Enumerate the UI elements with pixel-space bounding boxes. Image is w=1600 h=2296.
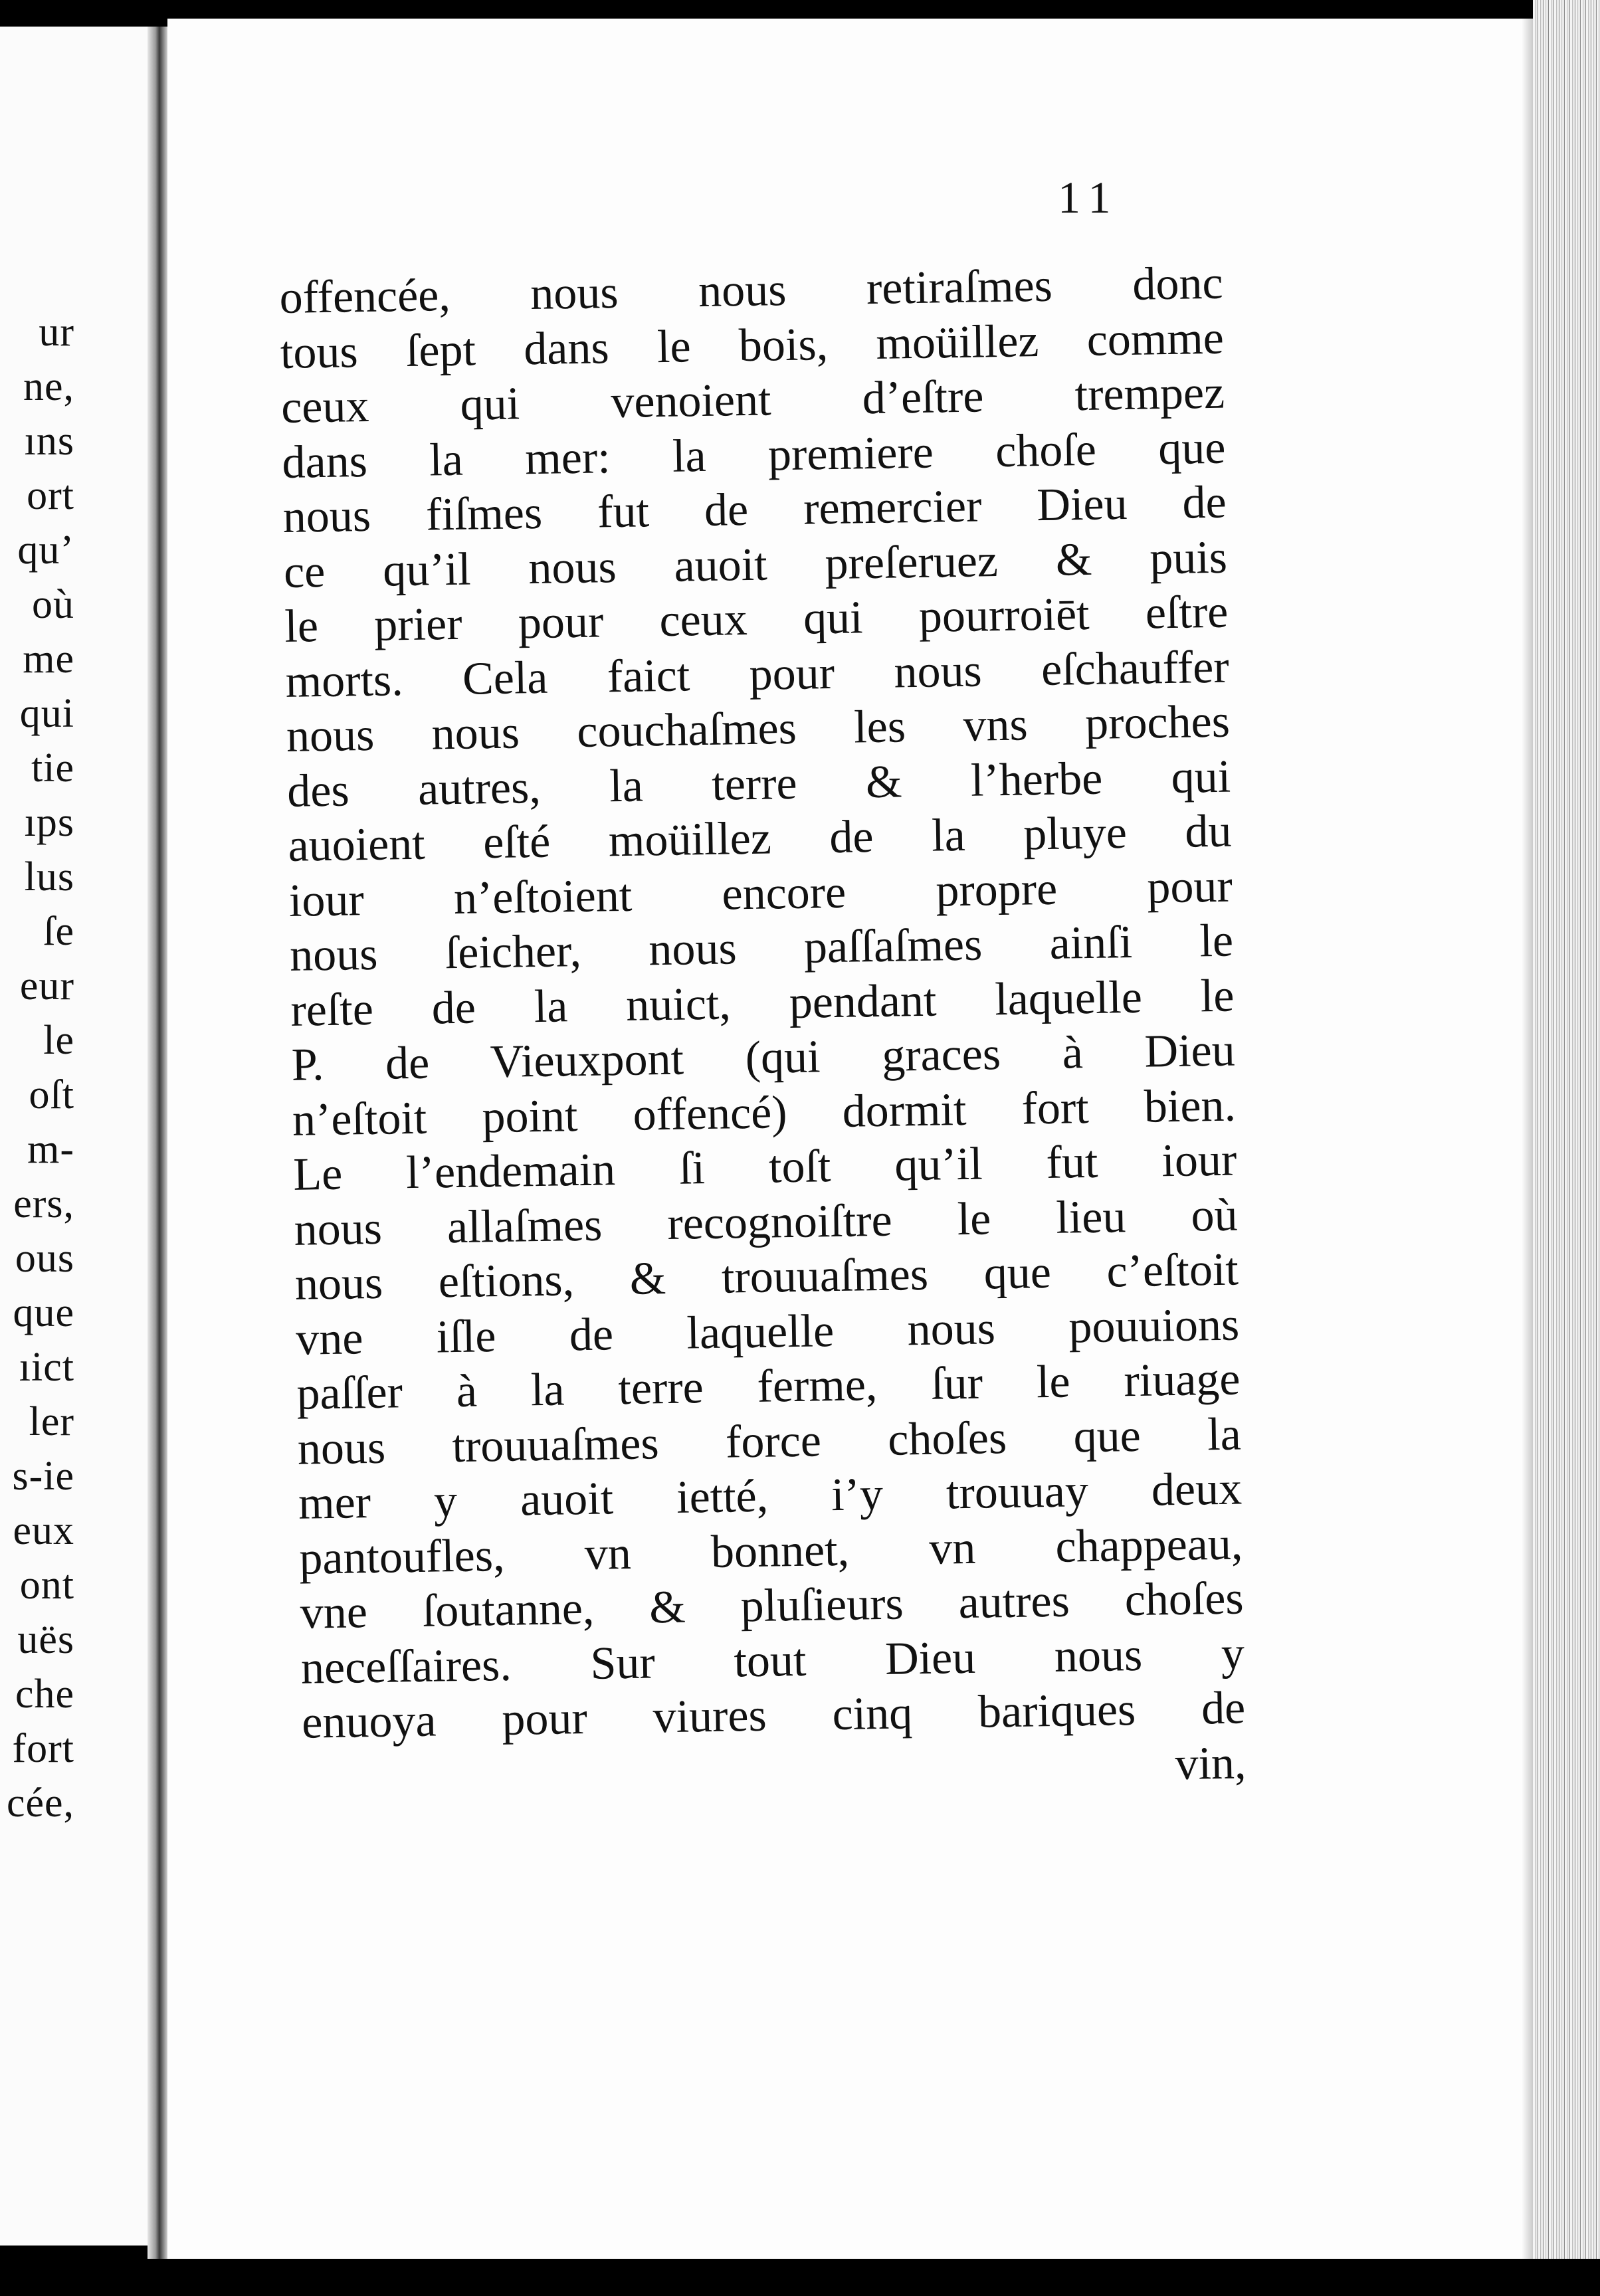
- previous-page-line-ending: s-ie: [12, 1454, 74, 1499]
- previous-page-line-ending: cée,: [6, 1780, 74, 1826]
- previous-page-line-ending: où: [32, 582, 74, 627]
- previous-page-fragment: [0, 27, 159, 2246]
- previous-page-line-ending: ort: [27, 473, 74, 518]
- previous-page-line-ending: ler: [29, 1399, 74, 1444]
- text-line: offencée, nous nous retiraſmes donc: [279, 257, 1224, 324]
- text-line: ce qu’il nous auoit preſeruez & puis: [283, 531, 1228, 598]
- text-line: P. de Vieuxpont (qui graces à Dieu: [291, 1024, 1236, 1091]
- previous-page-line-ending: me: [23, 636, 74, 682]
- previous-page-line-ending: tie: [31, 745, 74, 791]
- text-line: nous ſeicher, nous paſſaſmes ainſi le: [289, 915, 1234, 981]
- previous-page-line-ending: fort: [12, 1726, 74, 1771]
- text-line: pantoufles, vn bonnet, vn chappeau,: [298, 1517, 1243, 1584]
- previous-page-line-ending: ont: [19, 1563, 74, 1608]
- text-line: tous ſept dans le bois, moüillez comme: [280, 312, 1225, 379]
- text-line: reſte de la nuict, pendant laquelle le: [290, 970, 1235, 1036]
- previous-page-line-ending: ıns: [24, 419, 74, 464]
- previous-page-line-ending: ers,: [13, 1181, 74, 1226]
- text-line: morts. Cela faict pour nous eſchauffer: [285, 641, 1230, 708]
- text-line: paſſer à la terre ferme, ſur le riuage: [296, 1353, 1241, 1420]
- previous-page-line-ending: eur: [19, 963, 74, 1008]
- previous-page-line-ending: ne,: [23, 364, 74, 409]
- previous-page-line-ending: m-: [27, 1127, 74, 1172]
- text-line: nous fiſmes fut de remercier Dieu de: [282, 476, 1227, 543]
- previous-page-line-ending: oſt: [29, 1072, 74, 1117]
- text-line: auoient eſté moüillez de la pluye du: [287, 805, 1233, 872]
- text-line: neceſſaires. Sur tout Dieu nous y: [300, 1627, 1245, 1694]
- previous-page-line-ending: che: [15, 1672, 74, 1717]
- previous-page-line-ending: uës: [17, 1617, 74, 1662]
- previous-page-line-ending: qu’: [17, 527, 74, 573]
- text-line: dans la mer: la premiere choſe que: [281, 422, 1226, 488]
- page-body-text: [279, 256, 1247, 1806]
- text-line: Le l’endemain ſi toſt qu’il fut iour: [292, 1134, 1237, 1200]
- previous-page-line-ending: ur: [39, 310, 74, 355]
- text-line: nous nous couchaſmes les vns proches: [286, 696, 1231, 762]
- previous-page-line-ending: ıict: [19, 1345, 74, 1390]
- text-line: vne iſle de laquelle nous pouuions: [295, 1299, 1240, 1365]
- text-line: nous eſtions, & trouuaſmes que c’eſtoit: [294, 1244, 1239, 1310]
- text-line: ceux qui venoient d’eſtre trempez: [280, 367, 1225, 433]
- page-number: 11: [1058, 172, 1120, 223]
- previous-page-line-ending: ous: [15, 1236, 74, 1281]
- text-line: des autres, la terre & l’herbe qui: [286, 751, 1231, 817]
- text-line: le prier pour ceux qui pourroiēt eſtre: [284, 586, 1229, 652]
- previous-page-line-ending: qui: [19, 691, 74, 736]
- catchword: vin,: [1174, 1737, 1247, 1790]
- previous-page-line-ending: le: [43, 1018, 74, 1063]
- text-line: nous trouuaſmes force choſes que la: [297, 1408, 1242, 1475]
- page-gutter: [148, 27, 167, 2259]
- previous-page-line-ending: lus: [24, 854, 74, 900]
- text-line: enuoya pour viures cinq bariques de: [301, 1682, 1246, 1749]
- scan-bottom-border: [0, 2259, 1600, 2296]
- previous-page-line-ending: eux: [13, 1508, 74, 1553]
- text-line: iour n’eſtoient encore propre pour: [288, 860, 1233, 927]
- text-line: nous allaſmes recognoiſtre le lieu où: [294, 1189, 1239, 1256]
- text-line: n’eſtoit point offencé) dormit fort bien.: [292, 1080, 1237, 1146]
- text-line: mer y auoit ietté, i’y trouuay deux: [298, 1463, 1243, 1529]
- previous-page-line-ending: que: [13, 1290, 74, 1335]
- current-page: [167, 19, 1533, 2259]
- previous-page-line-ending: ſe: [43, 909, 74, 954]
- previous-page-line-ending: ıps: [24, 800, 74, 845]
- book-fore-edge: [1533, 0, 1600, 2296]
- text-line: vne ſoutanne, & pluſieurs autres choſes: [300, 1573, 1245, 1639]
